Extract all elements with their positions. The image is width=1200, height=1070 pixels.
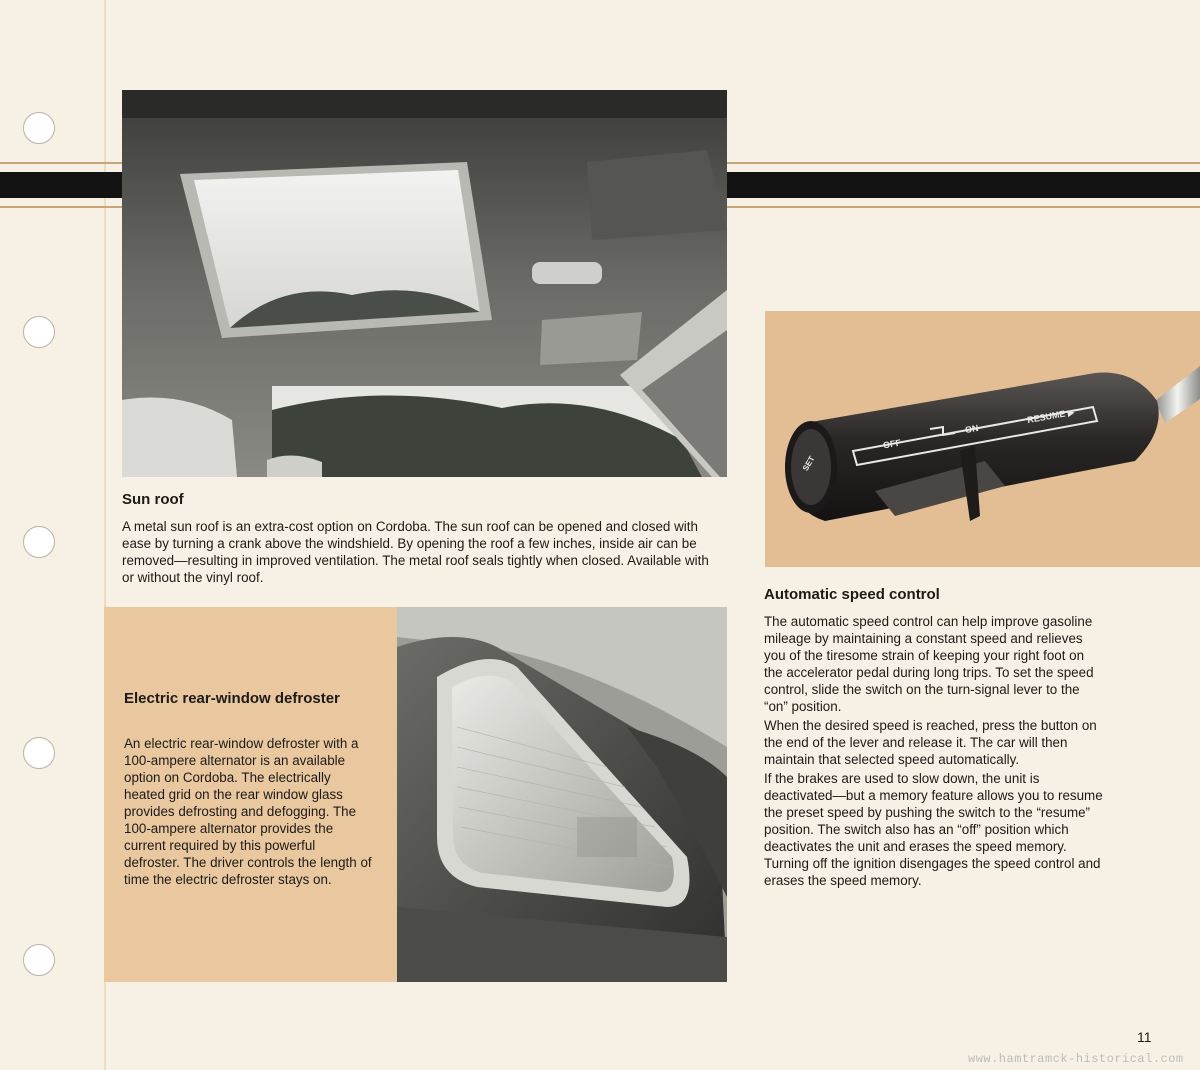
binder-hole (23, 737, 55, 769)
band-rule (0, 206, 122, 208)
rear-window-photo (397, 607, 727, 982)
sunroof-photo (122, 90, 727, 477)
band-rule (0, 162, 122, 164)
sunroof-heading: Sun roof (122, 491, 184, 508)
lever-set-label: SET (800, 454, 817, 473)
binder-hole (23, 526, 55, 558)
defroster-body: An electric rear-window defroster with a 100-ampere alternator is an available option on Cordoba. The electrically heated grid on the rear window glass provides defrosting and defogging. The 100-ampere alternator provides the current required by this powerful defroster. The driver controls the length of time the electric defroster stays on. (124, 736, 372, 887)
binder-hole (23, 112, 55, 144)
page-number: 11 (1137, 1029, 1152, 1045)
header-band-right (727, 172, 1200, 198)
speed-control-paragraph: If the brakes are used to slow down, the unit is deactivated—but a memory feature allows you to resume the preset speed by pushing the switch to the “resume” position. The switch also has an “off” position which deactivates the unit and erases the speed memory. Turning off the ignition disengages the speed control and erases the speed memory. (764, 771, 1103, 888)
speed-control-photo (765, 311, 1200, 567)
speed-control-paragraph: The automatic speed control can help improve gasoline mileage by maintaining a constant speed and relieves you of the tiresome strain of keeping your right foot on the accelerator pedal during long trips. To set the speed control, slide the switch on the turn-signal lever to the “on” position. (764, 614, 1094, 714)
binder-hole (23, 316, 55, 348)
binder-hole (23, 944, 55, 976)
header-band-left (0, 172, 122, 198)
sunroof-body: A metal sun roof is an extra-cost option on Cordoba. The sun roof can be opened and closed with ease by turning a crank above the windshield. By opening the roof a few inches, inside air can be removed—resulting in improved ventilation. The metal roof seals tightly when closed. Available with or without the vinyl roof. (122, 519, 709, 585)
lever-on-label: ON (964, 422, 980, 436)
speed-control-heading: Automatic speed control (764, 586, 940, 603)
lever-off-label: OFF (882, 437, 902, 451)
band-rule (727, 206, 1200, 208)
speed-control-body (764, 613, 1104, 889)
speed-control-paragraph: When the desired speed is reached, press the button on the end of the lever and release it. The car will then maintain that selected speed automatically. (764, 718, 1097, 767)
defroster-heading: Electric rear-window defroster (124, 690, 340, 707)
lever-resume-label: RESUME ▶ (1026, 406, 1076, 426)
watermark-url: www.hamtramck-historical.com (968, 1052, 1184, 1066)
band-rule (727, 162, 1200, 164)
